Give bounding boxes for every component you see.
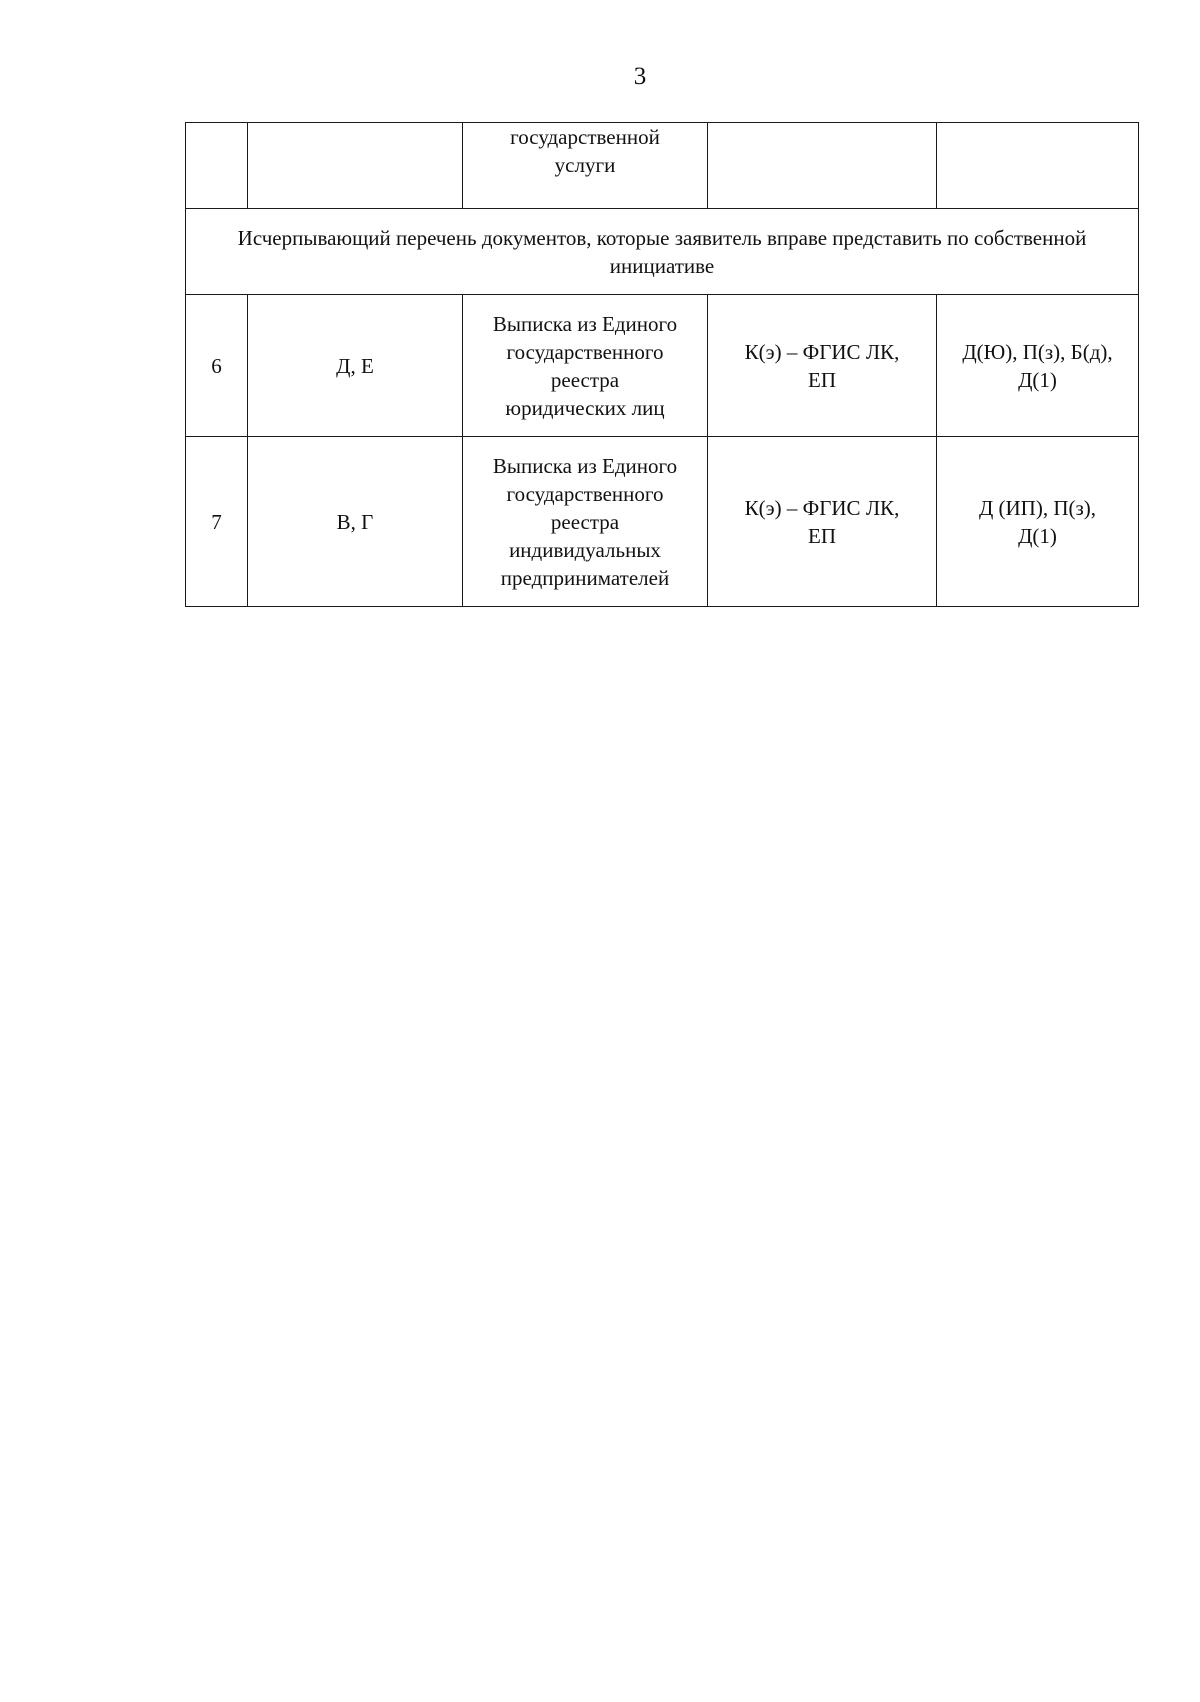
table-row: [186, 295, 1139, 437]
cell-codes: Д (ИП), П(з), Д(1): [937, 437, 1139, 607]
cell-method: К(э) – ФГИС ЛК, ЕП: [708, 295, 937, 437]
cell-number: [186, 123, 248, 209]
table-section-heading-row: [186, 209, 1139, 295]
cell-category: В, Г: [248, 437, 463, 607]
cell-number: 7: [186, 437, 248, 607]
table-row: [186, 437, 1139, 607]
cell-document: государственной услуги: [463, 123, 708, 209]
cell-codes: Д(Ю), П(з), Б(д), Д(1): [937, 295, 1139, 437]
cell-method: [708, 123, 937, 209]
documents-table: [185, 122, 1139, 607]
section-heading: Исчерпывающий перечень документов, которые заявитель вправе представить по собственной инициативе: [186, 209, 1139, 295]
cell-method: К(э) – ФГИС ЛК, ЕП: [708, 437, 937, 607]
cell-codes: [937, 123, 1139, 209]
table-row-continuation: [186, 123, 1139, 209]
cell-category: Д, Е: [248, 295, 463, 437]
cell-category: [248, 123, 463, 209]
cell-document: Выписка из Единого государственного реестра индивидуальных предпринимателей: [463, 437, 708, 607]
cell-document: Выписка из Единого государственного реестра юридических лиц: [463, 295, 708, 437]
page-number: 3: [633, 63, 647, 90]
cell-number: 6: [186, 295, 248, 437]
